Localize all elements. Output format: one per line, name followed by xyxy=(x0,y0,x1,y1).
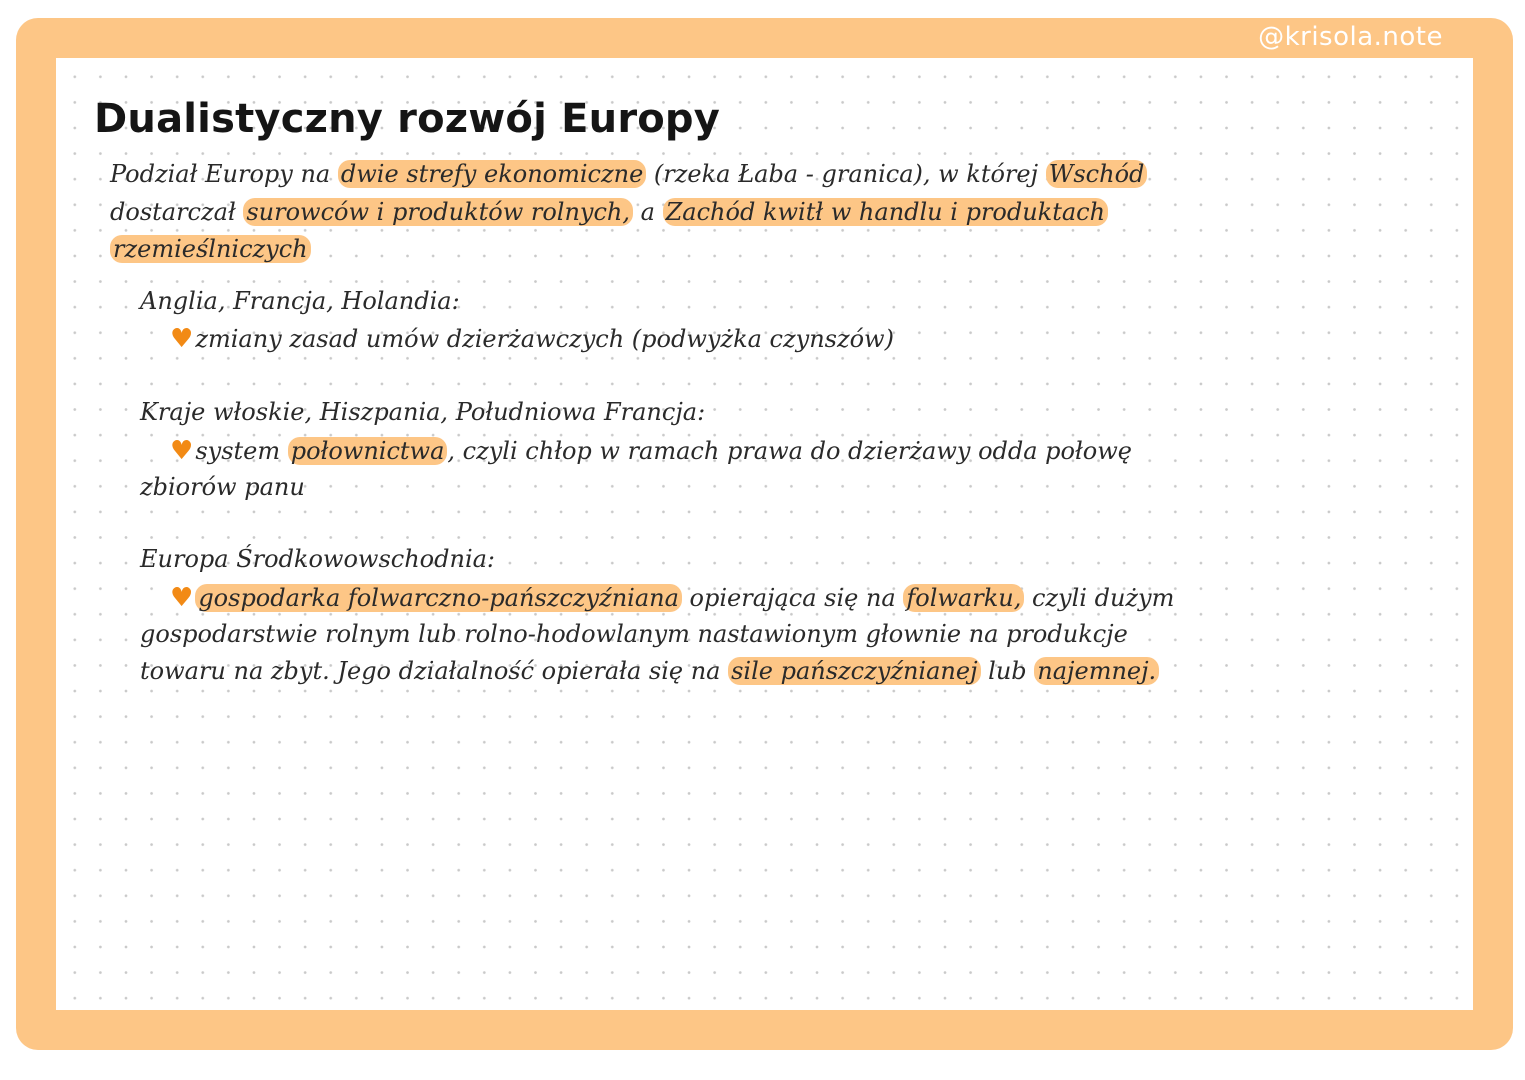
section-east-bullet: ♥ gospodarka folwarczno-pańszczyźniana opierająca się na folwarku, czyli dużym xyxy=(170,583,1175,613)
highlight: folwarku, xyxy=(903,584,1024,612)
highlight: Zachód kwitł w handlu i produktach xyxy=(663,198,1108,226)
highlight: rzemieślniczych xyxy=(110,235,311,263)
intro-line-2: dostarczał surowców i produktów rolnych, a Zachód kwitł w handlu i produktach xyxy=(110,198,1108,226)
page-title: Dualistyczny rozwój Europy xyxy=(94,96,721,142)
intro-line-1: Podział Europy na dwie strefy ekonomiczne (rzeka Łaba - granica), w której Wschód xyxy=(110,160,1147,188)
highlight: Wschód xyxy=(1046,160,1148,188)
highlight: połownictwa xyxy=(288,437,448,465)
section-south-bullet-cont: zbiorów panu xyxy=(140,473,305,501)
heart-icon: ♥ xyxy=(170,324,194,354)
highlight: dwie strefy ekonomiczne xyxy=(338,160,646,188)
section-east-line-2: gospodarstwie rolnym lub rolno-hodowlanym nastawionym głownie na produkcje xyxy=(140,620,1128,648)
section-heading-south: Kraje włoskie, Hiszpania, Południowa Francja: xyxy=(140,398,706,426)
author-watermark: @krisola.note xyxy=(1258,22,1443,52)
section-east-line-3: towaru na zbyt. Jego działalność opierała się na sile pańszczyźnianej lub najemnej. xyxy=(140,657,1159,685)
heart-icon: ♥ xyxy=(170,583,194,613)
highlight: surowców i produktów rolnych, xyxy=(243,198,633,226)
highlight: najemnej. xyxy=(1034,657,1159,685)
highlight: sile pańszczyźnianej xyxy=(728,657,980,685)
heart-icon: ♥ xyxy=(170,436,194,466)
highlight: gospodarka folwarczno-pańszczyźniana xyxy=(195,584,682,612)
intro-line-3 xyxy=(110,235,311,263)
section-heading-east: Europa Środkowowschodnia: xyxy=(140,545,496,573)
section-west-bullet: ♥zmiany zasad umów dzierżawczych (podwyżka czynszów) xyxy=(170,324,894,354)
section-heading-west: Anglia, Francja, Holandia: xyxy=(140,287,460,315)
section-south-bullet: ♥system połownictwa , czyli chłop w ramach prawa do dzierżawy odda połowę xyxy=(170,436,1132,466)
